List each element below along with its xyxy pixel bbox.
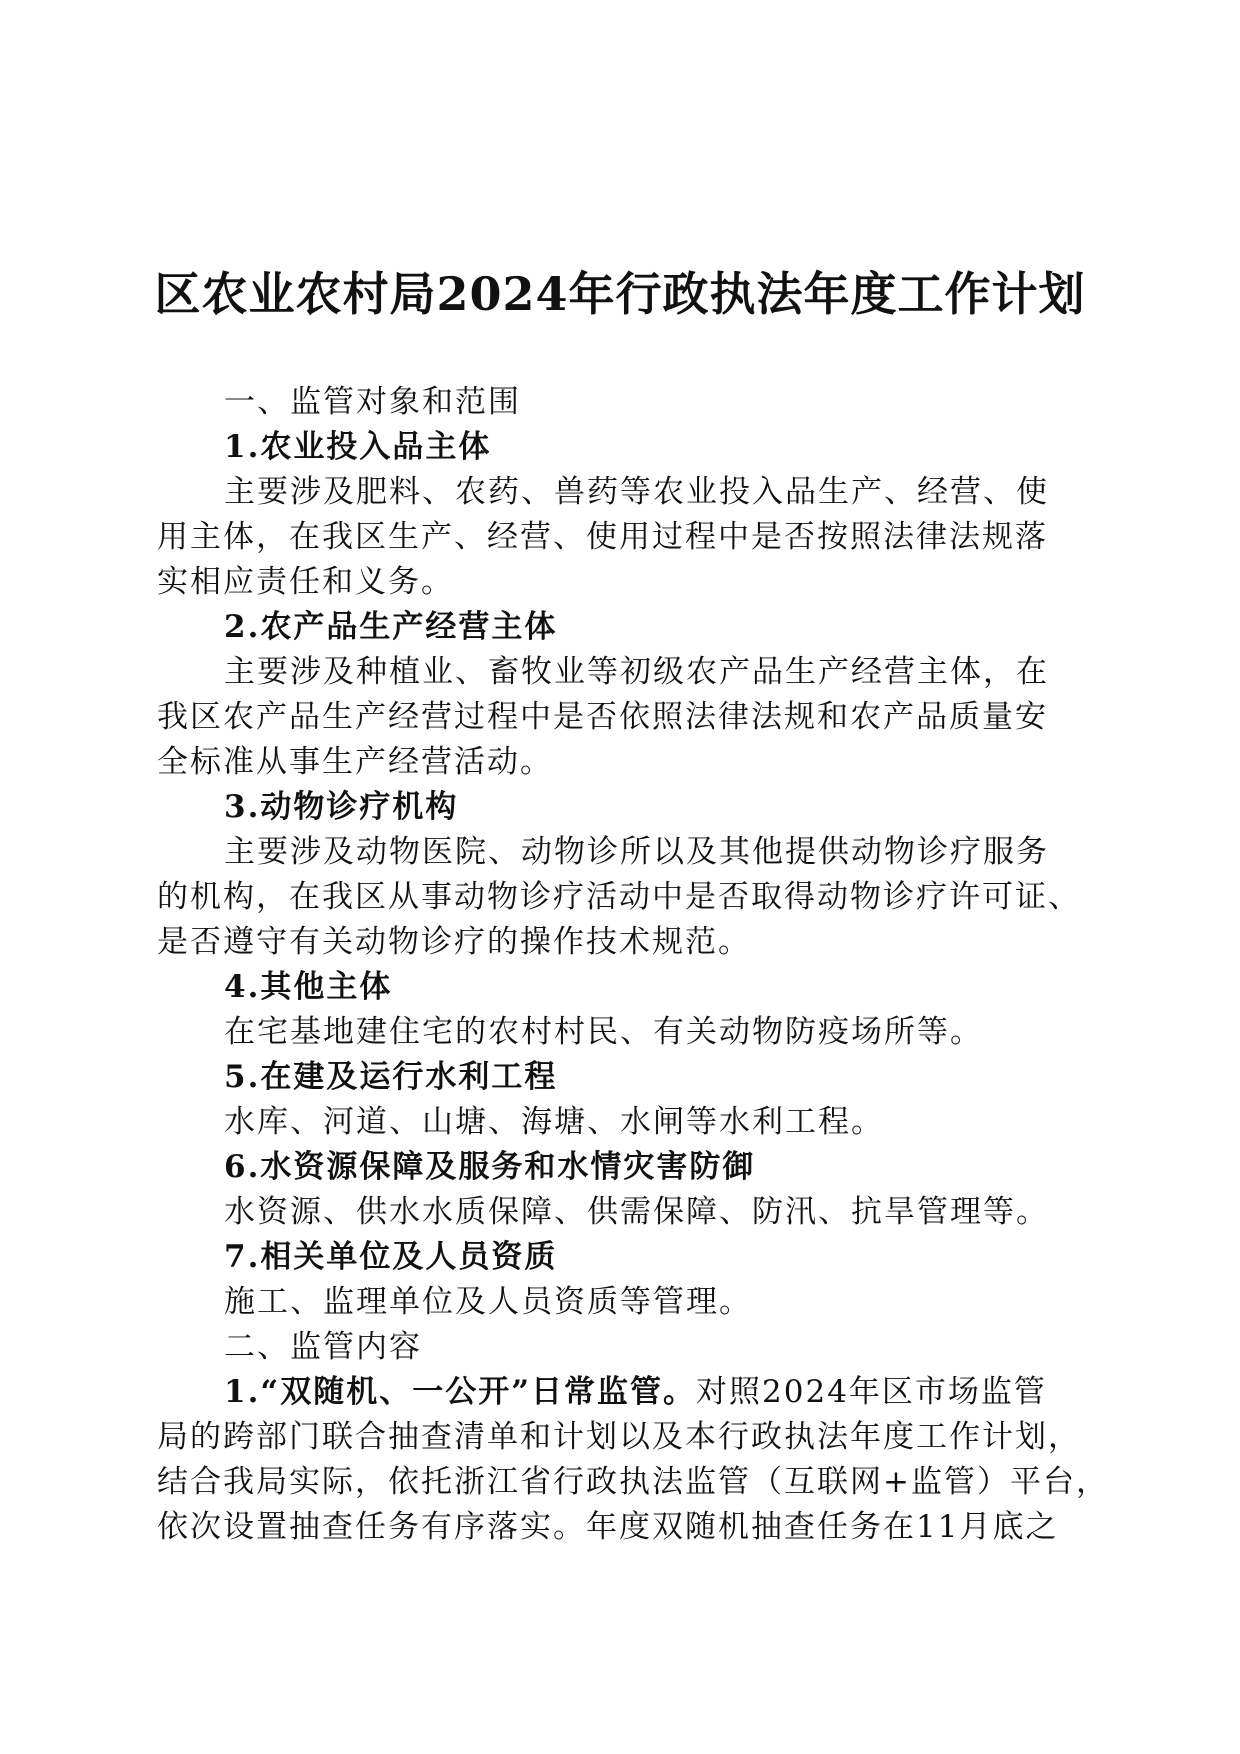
paragraph-line: 结合我局实际，依托浙江省行政执法监管（互联网+监管）平台，: [157, 1464, 1109, 1500]
item-1-first-line-rest: 对照2024年区市场监管: [696, 1374, 1047, 1410]
paragraph-line: 主要涉及动物医院、动物诊所以及其他提供动物诊疗服务: [224, 834, 1049, 870]
paragraph-line: 主要涉及肥料、农药、兽药等农业投入品生产、经营、使: [224, 474, 1049, 510]
paragraph-line: 水库、河道、山塘、海塘、水闸等水利工程。: [224, 1104, 884, 1140]
paragraph-line: 我区农产品生产经营过程中是否依照法律法规和农产品质量安: [157, 699, 1048, 735]
section-2-heading: 二、监管内容: [224, 1329, 422, 1365]
item-1-title: 1.农业投入品主体: [224, 429, 492, 465]
item-1-bold-title: 1.“双随机、一公开”日常监管。: [224, 1374, 697, 1410]
paragraph-line: 全标准从事生产经营活动。: [157, 744, 553, 780]
item-5-title: 5.在建及运行水利工程: [224, 1059, 558, 1095]
section-2-item-1-first-line: [157, 1370, 1077, 1415]
paragraph-line: 的机构，在我区从事动物诊疗活动中是否取得动物诊疗许可证、: [157, 879, 1081, 915]
paragraph-line: 是否遵守有关动物诊疗的操作技术规范。: [157, 924, 751, 960]
paragraph-line: 施工、监理单位及人员资质等管理。: [224, 1284, 752, 1320]
paragraph-line: 依次设置抽查任务有序落实。年度双随机抽查任务在11月底之: [157, 1509, 1059, 1545]
item-2-title: 2.农产品生产经营主体: [224, 609, 558, 645]
item-6-title: 6.水资源保障及服务和水情灾害防御: [224, 1149, 756, 1185]
document-title: 区农业农村局2024年行政执法年度工作计划: [154, 267, 1086, 321]
document-body: [157, 380, 1109, 1550]
paragraph-line: 在宅基地建住宅的农村村民、有关动物防疫场所等。: [224, 1014, 983, 1050]
paragraph-line: 主要涉及种植业、畜牧业等初级农产品生产经营主体，在: [224, 654, 1049, 690]
paragraph-line: 实相应责任和义务。: [157, 564, 454, 600]
paragraph-line: 用主体，在我区生产、经营、使用过程中是否按照法律法规落: [157, 519, 1048, 555]
paragraph-line: 水资源、供水水质保障、供需保障、防汛、抗旱管理等。: [224, 1194, 1049, 1230]
paragraph-line: 局的跨部门联合抽查清单和计划以及本行政执法年度工作计划，: [157, 1419, 1081, 1455]
section-1-heading: 一、监管对象和范围: [224, 384, 521, 420]
item-7-title: 7.相关单位及人员资质: [224, 1239, 558, 1275]
item-3-title: 3.动物诊疗机构: [224, 789, 459, 825]
item-4-title: 4.其他主体: [224, 969, 393, 1005]
